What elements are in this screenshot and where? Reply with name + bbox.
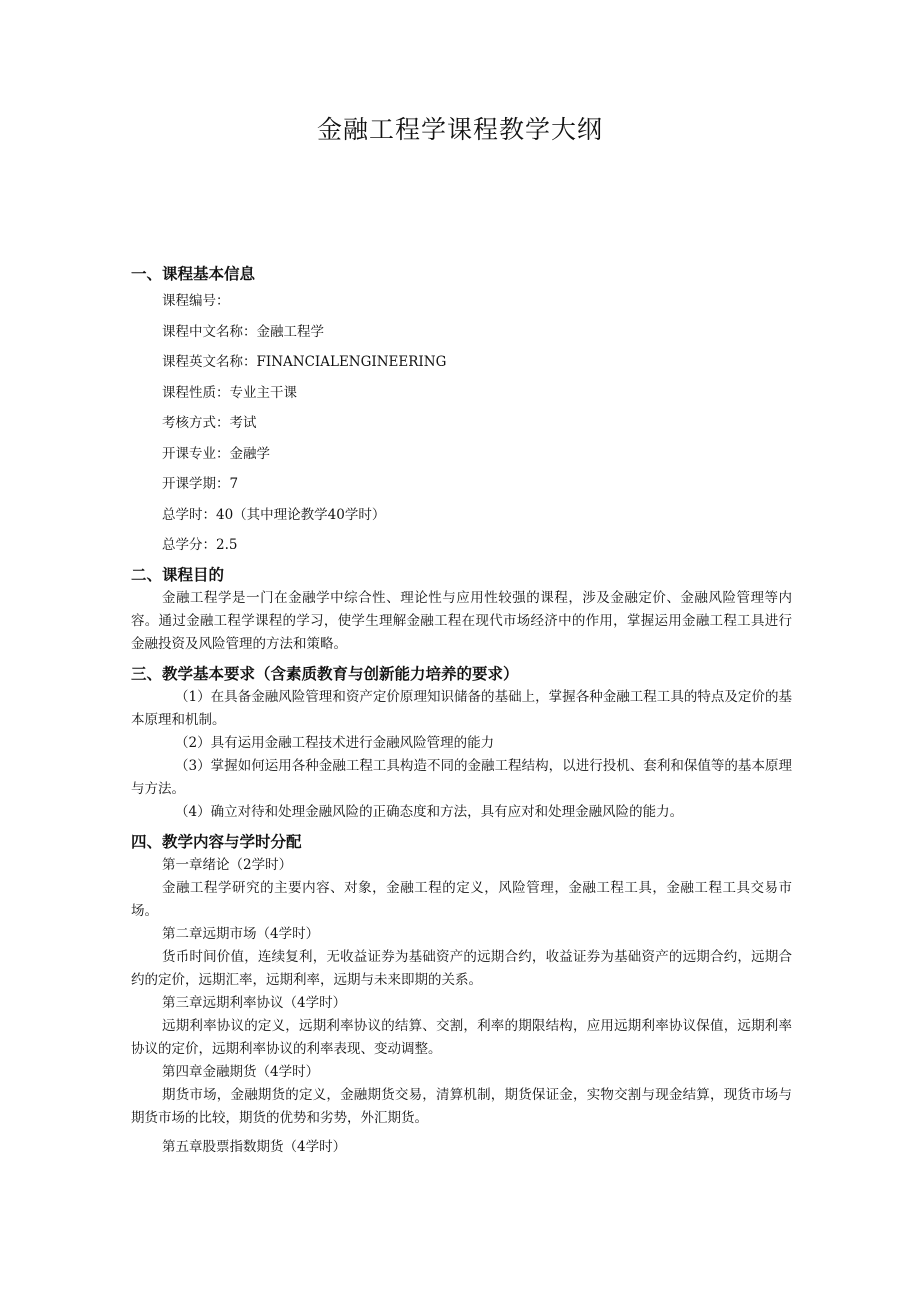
info-course-name-en: 课程英文名称：FINANCIALENGINEERING bbox=[162, 354, 447, 370]
info-semester: 开课学期：7 bbox=[162, 476, 239, 492]
info-assessment: 考核方式：考试 bbox=[162, 415, 257, 431]
chapter-body: 货币时间价值，连续复利，无收益证券为基础资产的远期合约，收益证券为基础资产的远期合约，远期合约的定价，远期汇率，远期利率，远期与未来即期的关系。 bbox=[131, 948, 792, 988]
info-course-name-cn: 课程中文名称：金融工程学 bbox=[162, 323, 324, 340]
chapter-body: 期货市场，金融期货的定义，金融期货交易，清算机制，期货保证金，实物交割与现金结算，现货市场与期货市场的比较，期货的优势和劣势，外汇期货。 bbox=[131, 1086, 792, 1126]
chapter-title: 第二章远期市场（4学时） bbox=[162, 925, 320, 942]
requirement-item: （3）掌握如何运用各种金融工程工具构造不同的金融工程结构，以进行投机、套利和保值等的基本原理与方法。 bbox=[131, 757, 792, 797]
chapter-title: 第一章绪论（2学时） bbox=[162, 856, 293, 873]
chapter-body: 金融工程学研究的主要内容、对象，金融工程的定义，风险管理，金融工程工具，金融工程工具交易市场。 bbox=[131, 879, 792, 919]
section-heading: 四、教学内容与学时分配 bbox=[131, 832, 302, 851]
section-heading: 二、课程目的 bbox=[131, 565, 225, 584]
info-total-hours: 总学时：40（其中理论教学40学时） bbox=[162, 506, 386, 523]
requirement-item: （2）具有运用金融工程技术进行金融风险管理的能力 bbox=[175, 734, 495, 751]
info-course-code: 课程编号： bbox=[162, 293, 230, 309]
section-heading: 一、课程基本信息 bbox=[131, 265, 256, 283]
chapter-title: 第五章股票指数期货（4学时） bbox=[162, 1138, 347, 1155]
info-course-nature: 课程性质：专业主干课 bbox=[162, 384, 297, 401]
info-credits: 总学分：2.5 bbox=[162, 537, 238, 553]
section-basic-info bbox=[131, 262, 792, 561]
section-teaching-requirements bbox=[131, 662, 792, 824]
requirement-item: （1）在具备金融风险管理和资产定价原理知识储备的基础上，掌握各种金融工程工具的特点及定价的基本原理和机制。 bbox=[131, 688, 792, 728]
section-heading: 三、教学基本要求（含素质教育与创新能力培养的要求） bbox=[131, 664, 519, 683]
info-list bbox=[131, 286, 792, 561]
document-title: 金融工程学课程教学大纲 bbox=[316, 115, 603, 144]
info-major: 开课专业：金融学 bbox=[162, 445, 270, 462]
section-course-purpose bbox=[131, 563, 792, 656]
section-teaching-content bbox=[131, 830, 792, 1159]
chapter-body: 远期利率协议的定义，远期利率协议的结算、交割，利率的期限结构，应用远期利率协议保值，远期利率协议的定价，远期利率协议的利率表现、变动调整。 bbox=[131, 1017, 792, 1057]
requirement-item: （4）确立对待和处理金融风险的正确态度和方法，具有应对和处理金融风险的能力。 bbox=[175, 803, 684, 820]
document-body bbox=[131, 262, 792, 1159]
chapter-title: 第四章金融期货（4学时） bbox=[162, 1063, 320, 1080]
chapter-title: 第三章远期利率协议（4学时） bbox=[162, 994, 347, 1011]
purpose-paragraph: 金融工程学是一门在金融学中综合性、理论性与应用性较强的课程，涉及金融定价、金融风险管理等内容。通过金融工程学课程的学习，使学生理解金融工程在现代市场经济中的作用，掌握运用金融工程工具进行金融投资及风险管理的方法和策略。 bbox=[131, 589, 792, 652]
